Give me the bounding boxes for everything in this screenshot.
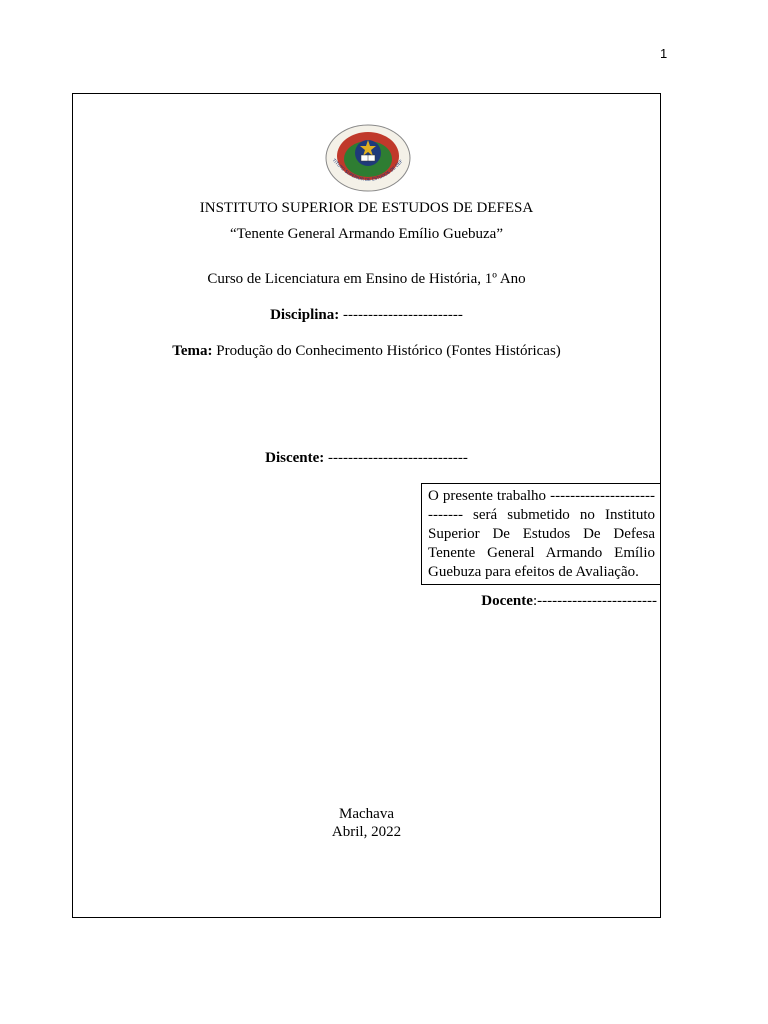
student-value: ---------------------------- <box>328 450 468 466</box>
page-number: 1 <box>660 46 668 61</box>
discipline-label: Disciplina: <box>270 307 340 323</box>
teacher-value: :------------------------ <box>532 593 657 609</box>
discipline-value: ------------------------ <box>343 307 463 323</box>
institution-emblem <box>325 123 411 193</box>
submission-note-text: O presente trabalho ---------------------------- será submetido no Instituto Superior De Estudos De Defesa Tenente General Armando Emílio Guebuza para efeitos de Avaliação. <box>428 488 655 580</box>
emblem-ring-text: TITUTO SUPERIOR DE ESTUDOS DE DEF <box>331 157 404 183</box>
teacher-line <box>421 593 657 610</box>
theme-value: Produção do Conhecimento Histórico (Fontes Históricas) <box>216 343 561 359</box>
teacher-label: Docente <box>481 593 533 609</box>
student-label: Discente: <box>265 450 325 466</box>
course-line: Curso de Licenciatura em Ensino de História, 1º Ano <box>207 271 526 287</box>
student-line <box>72 450 661 467</box>
submission-note-box <box>421 483 661 585</box>
institution-name: INSTITUTO SUPERIOR DE ESTUDOS DE DEFESA <box>199 200 534 216</box>
discipline-line <box>72 307 661 324</box>
place-name: Machava <box>339 806 394 822</box>
institution-patron: “Tenente General Armando Emílio Guebuza” <box>229 226 503 242</box>
theme-line <box>72 343 661 360</box>
theme-label: Tema: <box>172 343 213 359</box>
document-date: Abril, 2022 <box>331 824 402 840</box>
